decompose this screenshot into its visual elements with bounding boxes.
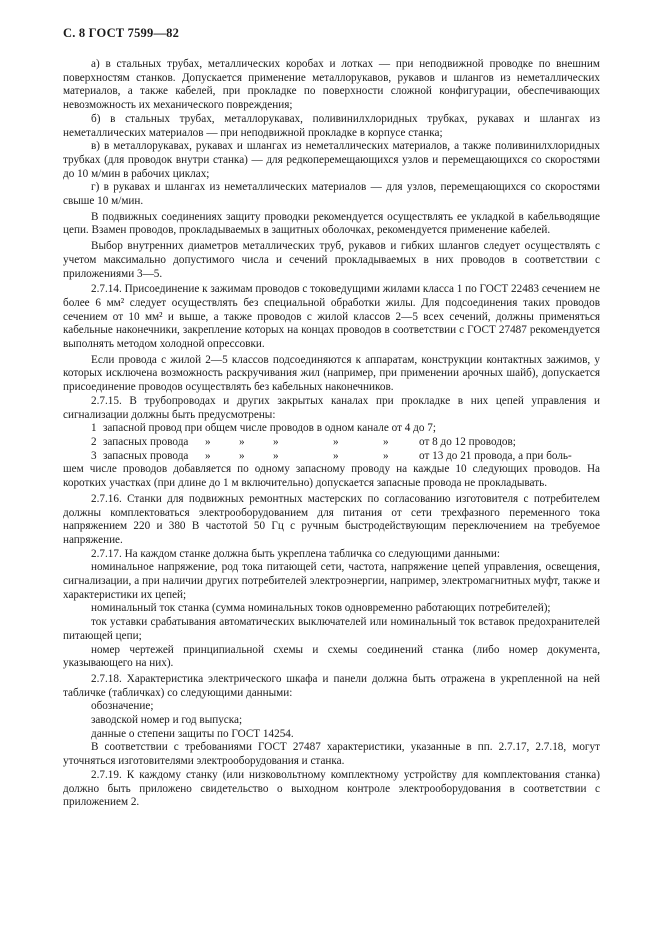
cabinet-item-protection: данные о степени защиты по ГОСТ 14254. — [91, 727, 294, 740]
clause-g: г) в рукавах и шлангах из неметаллических материалов — для узлов, перемещающихся со скоростями свыше 10 м/мин. — [63, 181, 600, 208]
spare-row-1 — [63, 422, 600, 436]
spare-row-3 — [63, 450, 600, 464]
section-2-7-18: 2.7.18. Характеристика электрического шкафа и панели должна быть отражена в укрепленной на ней табличке (табличках) со следующими данными: — [63, 672, 600, 699]
clause-b: б) в стальных трубах, металлорукавах, поливинилхлоридных трубках, рукавах и шлангах из неметаллических материалов — при неподвижной прокладке в корпусе станка; — [63, 112, 600, 139]
plate-item-drawings: номер чертежей принципиальной схемы и схемы соединений станка (либо номер документа, указывающего на них). — [63, 643, 600, 670]
ditto-mark: » — [205, 435, 211, 448]
ditto-mark: » — [239, 449, 245, 462]
row-text: запасных провода — [103, 449, 189, 462]
ditto-mark: » — [333, 435, 339, 448]
ditto-mark: » — [383, 435, 389, 448]
cabinet-item-serial: заводской номер и год выпуска; — [91, 714, 243, 727]
row-number: 3 — [91, 449, 97, 462]
ditto-mark: » — [333, 449, 339, 462]
row-text: запасной провод при общем числе проводов в одном канале от 4 до 7; — [103, 422, 436, 435]
section-2-7-14: 2.7.14. Присоединение к зажимам проводов с токоведущими жилами класса 1 по ГОСТ 22483 сечением не более 6 мм² следует осуществлять без специальной обработки жилы. Для подсоединения таких проводов сечением от 10 мм² и выше, а также проводов с жилой классов 2—5 всех сечений, должны применяться кабельные наконечники, закрепление которых на концах проводов в соответствии с ГОСТ 27487 рекомендуется выполнять методом холодной опрессовки. — [63, 283, 600, 351]
row-range: от 8 до 12 проводов; — [419, 435, 516, 448]
clause-a: а) в стальных трубах, металлических коробах и лотках — при неподвижной проводке по внешним поверхностям станков. Допускается применение металлорукавов, рукавов и шлангов из неметаллических материалов, а также кабелей, при прокладке по поверхности сложной конфигурации, обеспечивающих невозможность их механического повреждения; — [63, 58, 600, 112]
row-range: от 13 до 21 провода, а при боль- — [419, 449, 572, 462]
section-2-7-15: 2.7.15. В трубопроводах и других закрытых каналах при прокладке в них цепей управления и сигнализации должны быть предусмотрены: — [63, 394, 600, 421]
section-2-7-19: 2.7.19. К каждому станку (или низковольтному комплектному устройству для комплектования станка) должно быть приложено свидетельство о выходном контроле электрооборудования в соответствии с приложением 2. — [63, 768, 600, 809]
spare-row-2 — [63, 436, 600, 450]
plate-item-current: номинальный ток станка (сумма номинальных токов одновременно работающих потребителей); — [91, 602, 551, 615]
ditto-mark: » — [273, 449, 279, 462]
ditto-mark: » — [239, 435, 245, 448]
clause-v: в) в металлорукавах, рукавах и шлангах из неметаллических материалов, а также поливинилхлоридных трубках (для проводок внутри станка) — для редкоперемещающихся узлов и перемещающихся со скоростями до 10 м/мин в рабочих циклах; — [63, 140, 600, 180]
ditto-mark: » — [205, 449, 211, 462]
section-2-7-16: 2.7.16. Станки для подвижных ремонтных мастерских по согласованию изготовителя с потребителем должны комплектоваться электрооборудованием для питания от сети трехфазного переменного тока напряжением 220 и 380 В частотой 50 Гц с ручным быстродействующим переключением на требуемое напряжение. — [63, 492, 600, 546]
paragraph-characteristics: В соответствии с требованиями ГОСТ 27487 характеристики, указанные в пп. 2.7.17, 2.7.18, могут уточняться изготовителями электрооборудования и станка. — [63, 741, 600, 768]
plate-item-setting: ток уставки срабатывания автоматических выключателей или номинальный ток вставок предохранителей питающей цепи; — [63, 616, 600, 642]
page-header: С. 8 ГОСТ 7599—82 — [63, 26, 180, 40]
ditto-mark: » — [273, 435, 279, 448]
plate-item-voltage: номинальное напряжение, род тока питающей сети, частота, напряжение цепей управления, освещения, сигнализации, а при наличии других потребителей электроэнергии, например, электромагнитных муфт, также и характеристики их цепей; — [63, 561, 600, 601]
paragraph-wire-classes: Если провода с жилой 2—5 классов подсоединяются к аппаратам, конструкции контактных зажимов, у которых исключена возможность раскручивания жил (например, при применении арочных шайб), допускается присоединение проводов осуществлять без кабельных наконечников. — [63, 353, 600, 394]
row-text: запасных провода — [103, 435, 189, 448]
row-number: 2 — [91, 435, 97, 448]
document-body — [63, 58, 600, 810]
ditto-mark: » — [383, 449, 389, 462]
paragraph-spare-continuation: шем числе проводов добавляется по одному запасному проводу на каждые 10 следующих проводов. На коротких участках (при длине до 1 м включительно) допускается запасные провода не прокладывать. — [63, 463, 600, 490]
paragraph-pipe-diameters: Выбор внутренних диаметров металлических труб, рукавов и гибких шлангов следует осуществлять с учетом максимально допустимого числа и сечений прокладываемых в них проводов в соответствии с приложениями 3—5. — [63, 240, 600, 280]
section-2-7-17: 2.7.17. На каждом станке должна быть укреплена табличка со следующими данными: — [91, 547, 501, 560]
paragraph-moving-joints: В подвижных соединениях защиту проводки рекомендуется осуществлять ее укладкой в кабельводящие цепи. Взамен проводов, прокладываемых в защитных оболочках, рекомендуется применение кабелей. — [63, 210, 600, 237]
row-number: 1 — [91, 422, 97, 435]
cabinet-item-designation: обозначение; — [91, 700, 154, 713]
